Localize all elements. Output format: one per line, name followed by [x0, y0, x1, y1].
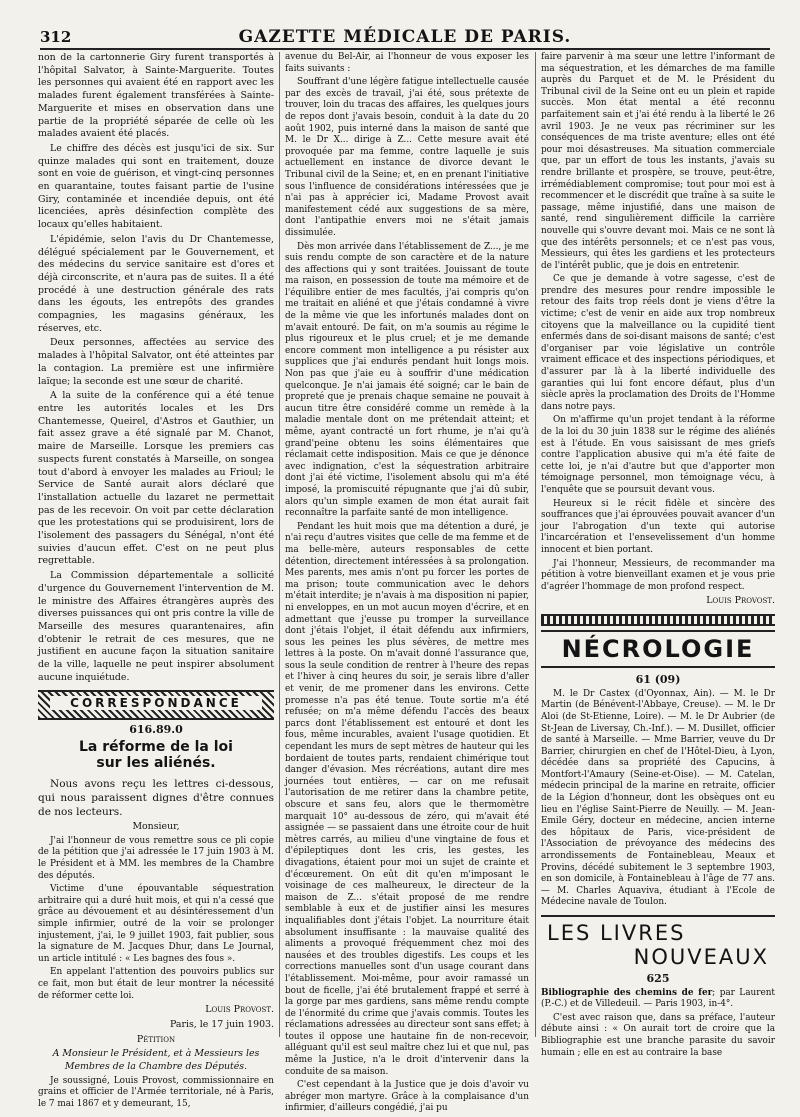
paragraph: faire parvenir à ma sœur une lettre l'informant de ma séquestration, et les démarches de ma famille auprès du Parquet et de M. le Président du Tribunal civil de la Seine ont eu un plein et rapide succès. Mon état mental a été reconnu parfaitement sain et j'ai été rendu à la liberté le 26 avril 1903. Je ne veux pas récriminer sur les conséquences de ma triste aventure; elles ont été pour moi désastreuses. Ma situation commerciale que, par un effort de tous les instants, j'avais su rendre brillante et prospère, se trouve, peut-être, irrémédiablement compromise; tout pour moi est à recommencer et le discrédit que traîne à sa suite le passage, même injustifié, dans une maison de santé, rend singulièrement difficile la carrière nouvelle qui s'ouvre devant moi. Mais ce ne sont là que des intérêts personnels; et ce n'est pas vous, Messieurs, qui êtes les gardiens et les protecteurs de l'intérêt public, que je dois en entretenir.	[541, 52, 775, 271]
column-left	[38, 52, 274, 1112]
petition-paragraph: Je soussigné, Louis Provost, commissionnaire en grains et officier de l'Armée territoriale, né à Paris, le 7 mai 1867 et y demeurant, 15,	[38, 1075, 274, 1109]
ornament-rule	[541, 614, 775, 626]
journal-title: GAZETTE MÉDICALE DE PARIS.	[238, 27, 572, 47]
article-title	[38, 739, 274, 771]
signature: Louis Provost.	[205, 1004, 274, 1016]
paragraph: La Commission départementale a sollicité d'urgence du Gouvernement l'intervention de M. le ministre des Affaires étrangères auprès des diverses puissances qui ont pris contre la ville de Marseille des mesures quarantenaires, afin d'obtenir le retrait de ces mesures, que ne justifient en aucune façon la situation sanitaire de la ville, laquelle ne peut inspirer absolument aucune inquiétude.	[38, 570, 274, 683]
section-heading: CORRESPONDANCE	[50, 696, 262, 710]
section-number: 616.89.0	[129, 723, 183, 737]
correspondance-banner	[38, 690, 274, 720]
paragraph: L'épidémie, selon l'avis du Dr Chantemesse, délégué spécialement par le Gouvernement, et des médecins du service sanitaire est d'ores et déjà circonscrite, et n'aura pas de suites. Il a été procédé à une destruction générale des rats dans les égouts, les entrepôts des grandes compagnies, les magasins généraux, les réserves, etc.	[38, 233, 274, 334]
paragraph: J'ai l'honneur, Messieurs, de recommander ma pétition à votre bienveillant examen et je vous prie d'agréer l'hommage de mon profond respect.	[541, 558, 775, 592]
necrologie-heading: NÉCROLOGIE	[541, 630, 775, 668]
letter-paragraph: J'ai l'honneur de vous remettre sous ce pli copie de la pétition que j'ai adressée le 17 juin 1903 à M. le Président et à MM. les membres de la Chambre des députés.	[38, 835, 274, 881]
paragraph: avenue du Bel-Air, ai l'honneur de vous exposer les faits suivants :	[285, 52, 529, 74]
paragraph: C'est cependant à la Justice que je dois d'avoir vu abréger mon martyre. Grâce à la complaisance d'un infirmier, d'ailleurs congédié, j'ai pu	[285, 1080, 529, 1114]
livres-number: 625	[646, 972, 670, 985]
page-number: 312	[40, 28, 72, 46]
paragraph: Deux personnes, affectées au service des malades à l'hôpital Salvator, ont été atteintes par la contagion. La première est une infirmière laïque; la seconde est une sœur de charité.	[38, 337, 274, 387]
column-right	[541, 52, 775, 1061]
bibliography-text: C'est avec raison que, dans sa préface, l'auteur débute ainsi : « On aurait tort de croire que la Bibliographie est une branche parasite du savoir humain ; elle en est au contraire la base	[541, 1012, 775, 1058]
necrologie-number: 61 (09)	[635, 673, 681, 687]
petition-label: Pétition	[136, 1033, 176, 1045]
livres-heading	[541, 915, 775, 969]
article-title-line: La réforme de la loi	[79, 739, 233, 756]
paragraph: Heureux si le récit fidèle et sincère des souffrances que j'ai éprouvées pouvait avancer d'un jour l'abrogation d'un texte qui autorise l'incarcération et l'ensevelissement d'un homme innocent et bien portant.	[541, 498, 775, 555]
intro-paragraph: Nous avons reçu les lettres ci-dessous, qui nous paraissent dignes d'être connues de nos lecteurs.	[38, 778, 274, 819]
paragraph: Pendant les huit mois que ma détention a duré, je n'ai reçu d'autres visites que celle de ma femme et de ma belle-mère, auteurs responsables de cette détention, directement intéressées à sa prolongation. Mes parents, mes amis n'ont pu forcer les portes de ma prison; toute communication avec le dehors m'était interdite; je n'avais à ma disposition ni papier, ni enveloppes, en un mot aucun moyen d'écrire, et en admettant que j'eusse pu tromper la surveillance dont j'étais l'objet, il était défendu aux infirmiers, sous les peines les plus sévères, de mettre mes lettres à la poste. On m'avait donné l'assurance que, sous la seule condition de rentrer à l'heure des repas et l'hiver à cinq heures du soir, je serais libre d'aller et venir, de me promener dans les environs. Cette promesse n'a pas été tenue. Toute sortie m'a été refusée; on m'a même défendu l'accès des beaux parcs dont l'établissement est entouré et dont les fous, même incurables, avaient l'usage quotidien. Et cependant les murs de sept mètres de hauteur qui les bordaient de toutes parts, rendaient chimérique tout danger d'évasion. Mes récréations, autant dire mes journées tout entières, — car on me refusait l'autorisation de me retirer dans la chambre petite, obscure et sans feu, alors que le thermomètre marquait 10° au-dessous de zéro, qui m'avait été assignée — se passaient dans une étroite cour de huit mètres carrés, au milieu d'une vingtaine de fous et d'épileptiques dont les cris, les gestes, les divagations, étaient pour moi un sujet de crainte et d'écœurement. On eût dit qu'en m'imposant le voisinage de ces malheureux, le directeur de la maison de Z... s'était proposé de me rendre semblable à eux et de justifier ainsi les mesures inqualifiables dont j'étais l'objet. La nourriture était absolument insuffisante : la mauvaise qualité des aliments a provoqué fréquemment chez moi des nausées et des troubles digestifs. Les coups et les corrections manuelles sont d'un usage courant dans l'établissement. Moi-même, pour avoir ramassé un bout de ficelle, j'ai été brutalement frappé et serré à la gorge par mes gardiens, sans même rendu compte de l'énormité du crime que j'avais commis. Toutes les réclamations adressées au directeur sont sans effet; à toutes il oppose une hautaine fin de non-recevoir, alléguant qu'il est seul maître chez lui et que nul, pas même la Justice, n'a le droit d'intervenir dans la conduite de sa maison.	[285, 521, 529, 1077]
column-divider	[535, 52, 536, 1037]
bibliography-reference: ; par Laurent (P.-C.) et de Villedeuil. — Paris 1903, in-4°.	[541, 987, 775, 1010]
signature: Louis Provost.	[706, 595, 775, 607]
date-line: Paris, le 17 juin 1903.	[170, 1018, 274, 1030]
petition-address: A Monsieur le Président, et à Messieurs les Membres de la Chambre des Députés.	[52, 1048, 260, 1072]
page-header	[40, 26, 770, 48]
livres-heading-line: LES LIVRES	[547, 921, 686, 945]
paragraph: Ce que je demande à votre sagesse, c'est de prendre des mesures pour rendre impossible le retour des faits trop réels dont je viens d'être la victime; c'est de venir en aide aux trop nombreux citoyens que la malveillance ou la cupidité tient enfermés dans de soi-disant maisons de santé; c'est d'organiser par voie législative un contrôle vraiment efficace et des inspections périodiques, et d'assurer par là à la liberté individuelle des garanties qui lui font encore défaut, plus d'un siècle après la proclamation des Droits de l'Homme dans notre pays.	[541, 274, 775, 412]
necrologie-text: M. le Dr Castex (d'Oyonnax, Ain). — M. le Dr Martin (de Bénévent-l'Abbaye, Creuse). — M. le Dr Aloi (de St-Etienne, Loire). — M. le Dr Aubrier (de St-Jean de Liversay, Ch.-Inf.). — M. Dusillet, officier de santé à Marseille. — Mme Barrier, veuve du Dr Barrier, chirurgien en chef de l'Hôtel-Dieu, à Lyon, décédée dans sa propriété des Capucins, à Montfort-l'Amaury (Seine-et-Oise). — M. Catelan, médecin principal de la marine en retraite, officier de la Légion d'honneur, dont les obsèques ont eu lieu en l'église Saint-Pierre de Neuilly. — M. Jean-Emile Géry, docteur en médecine, ancien interne des hôpitaux de Paris, vice-président de l'Association de prévoyance des médecins des arrondissements de Fontainebleau, Meaux et Provins, décédé subitement le 3 septembre 1903, en son domicile, à Fontainebleau à l'âge de 77 ans. — M. Charles Aquaviva, étudiant à l'Ecole de Médecine navale de Toulon.	[541, 688, 775, 908]
paragraph: Le chiffre des décès est jusqu'ici de six. Sur quinze malades qui sont en traitement, douze sont en voie de guérison, et vingt-cinq personnes en quarantaine, toutes faisant partie de l'usine Giry, contaminée et incendiée depuis, ont été licenciées, après désinfection complète des locaux qu'elles habitaient.	[38, 142, 274, 231]
salutation: Monsieur,	[132, 821, 180, 833]
bibliography-title: Bibliographie des chemins de fer	[541, 987, 713, 998]
paragraph: non de la cartonnerie Giry furent transportés à l'hôpital Salvator, à Sainte-Marguerite. Toutes les personnes qui avaient été en rapport avec les malades furent également transférées à Sainte-Marguerite et mises en observation dans une partie de la propriété séparée de celle où les malades avaient été placés.	[38, 52, 274, 140]
letter-paragraph: En appelant l'attention des pouvoirs publics sur ce fait, mon but était de leur montrer la nécessité de réformer cette loi.	[38, 967, 274, 1001]
paragraph: Souffrant d'une légère fatigue intellectuelle causée par des excès de travail, j'ai été, sous prétexte de trouver, loin du tracas des affaires, les quelques jours de repos dont j'avais besoin, conduit à la date du 20 août 1902, puis interné dans la maison de santé que M. le Dr X... dirige à Z... Cette mesure avait été provoquée par ma femme, contre laquelle je suis actuellement en instance de divorce devant le Tribunal civil de la Seine; et, en en prenant l'initiative sous l'influence de considérations intéressées que je n'ai pas à apprécier ici, Madame Provost avait manifestement cédé aux suggestions de sa mère, dont l'antipathie envers moi ne s'était jamais dissimulée.	[285, 77, 529, 238]
letter-paragraph: Victime d'une épouvantable séquestration arbitraire qui a duré huit mois, et qui n'a cessé que grâce au dévouement et au désintéressement d'un simple infirmier, outré de la voir se prolonger injustement, j'ai, le 9 juillet 1903, fait publier, sous la signature de M. Jacques Dhur, dans Le Journal, un article intitulé : « Les bagnes des fous ».	[38, 884, 274, 964]
livres-heading-line: NOUVEAUX	[633, 945, 769, 969]
column-middle	[285, 52, 529, 1117]
column-divider	[279, 52, 280, 1037]
header-rule	[40, 48, 770, 50]
article-title-line: sur les aliénés.	[96, 755, 216, 772]
paragraph: On m'affirme qu'un projet tendant à la réforme de la loi du 30 juin 1838 sur le régime des aliénés est à l'étude. En vous saisissant de mes griefs contre l'application abusive qui m'a été faite de cette loi, je n'ai d'autre but que d'apporter mon témoignage personnel, mon témoignage vécu, à l'enquête que se poursuit devant vous.	[541, 415, 775, 495]
paragraph: Dès mon arrivée dans l'établissement de Z..., je me suis rendu compte de son caractère et de la nature des affections qui y sont traitées. Jouissant de toute ma raison, en possession de toute ma mémoire et de l'équilibre entier de mes facultés, j'ai compris qu'on me traitait en aliéné et que j'étais condamné à vivre de la même vie que les infortunés malades dont on m'avait entouré. De fait, on m'a soumis au régime le plus rigoureux et le plus cruel; et je me demande encore comment mon intelligence a pu résister aux supplices que j'ai endurés pendant huit longs mois. Non pas que j'aie eu à souffrir d'une médication quelconque. Je n'ai jamais été soigné; car le bain de propreté que je prenais chaque semaine ne pouvait à aucun titre être considéré comme un remède à la maladie mentale dont on me prétendait atteint; et même, ayant contracté un fort rhume, je n'ai qu'à grand'peine obtenu les soins élémentaires que réclamait cette indisposition. Mais ce que je dénonce avec indignation, c'est la séquestration arbitraire dont j'ai été victime, l'isolement absolu qui m'a été imposé, la promiscuité répugnante que j'ai dû subir, alors qu'un simple examen de mon état aurait fait reconnaître la parfaite santé de mon intelligence.	[285, 241, 529, 519]
bibliography-entry	[541, 988, 775, 1011]
paragraph: A la suite de la conférence qui a été tenue entre les autorités locales et les Drs Chantemesse, Queirel, d'Astros et Gauthier, un fait assez grave a été signalé par M. Chanot, maire de Marseille. Lorsque les premiers cas suspects furent constatés à Marseille, on songea tout d'abord à envoyer les malades au Frioul; le Service de Santé aurait alors déclaré que l'installation actuelle du lazaret ne permettait pas de les recevoir. On voit par cette déclaration que les protestations qui se produisirent, lors de l'isolement des passagers du Sénégal, n'ont été suivies d'aucun effet. C'est on ne peut plus regrettable.	[38, 390, 274, 567]
